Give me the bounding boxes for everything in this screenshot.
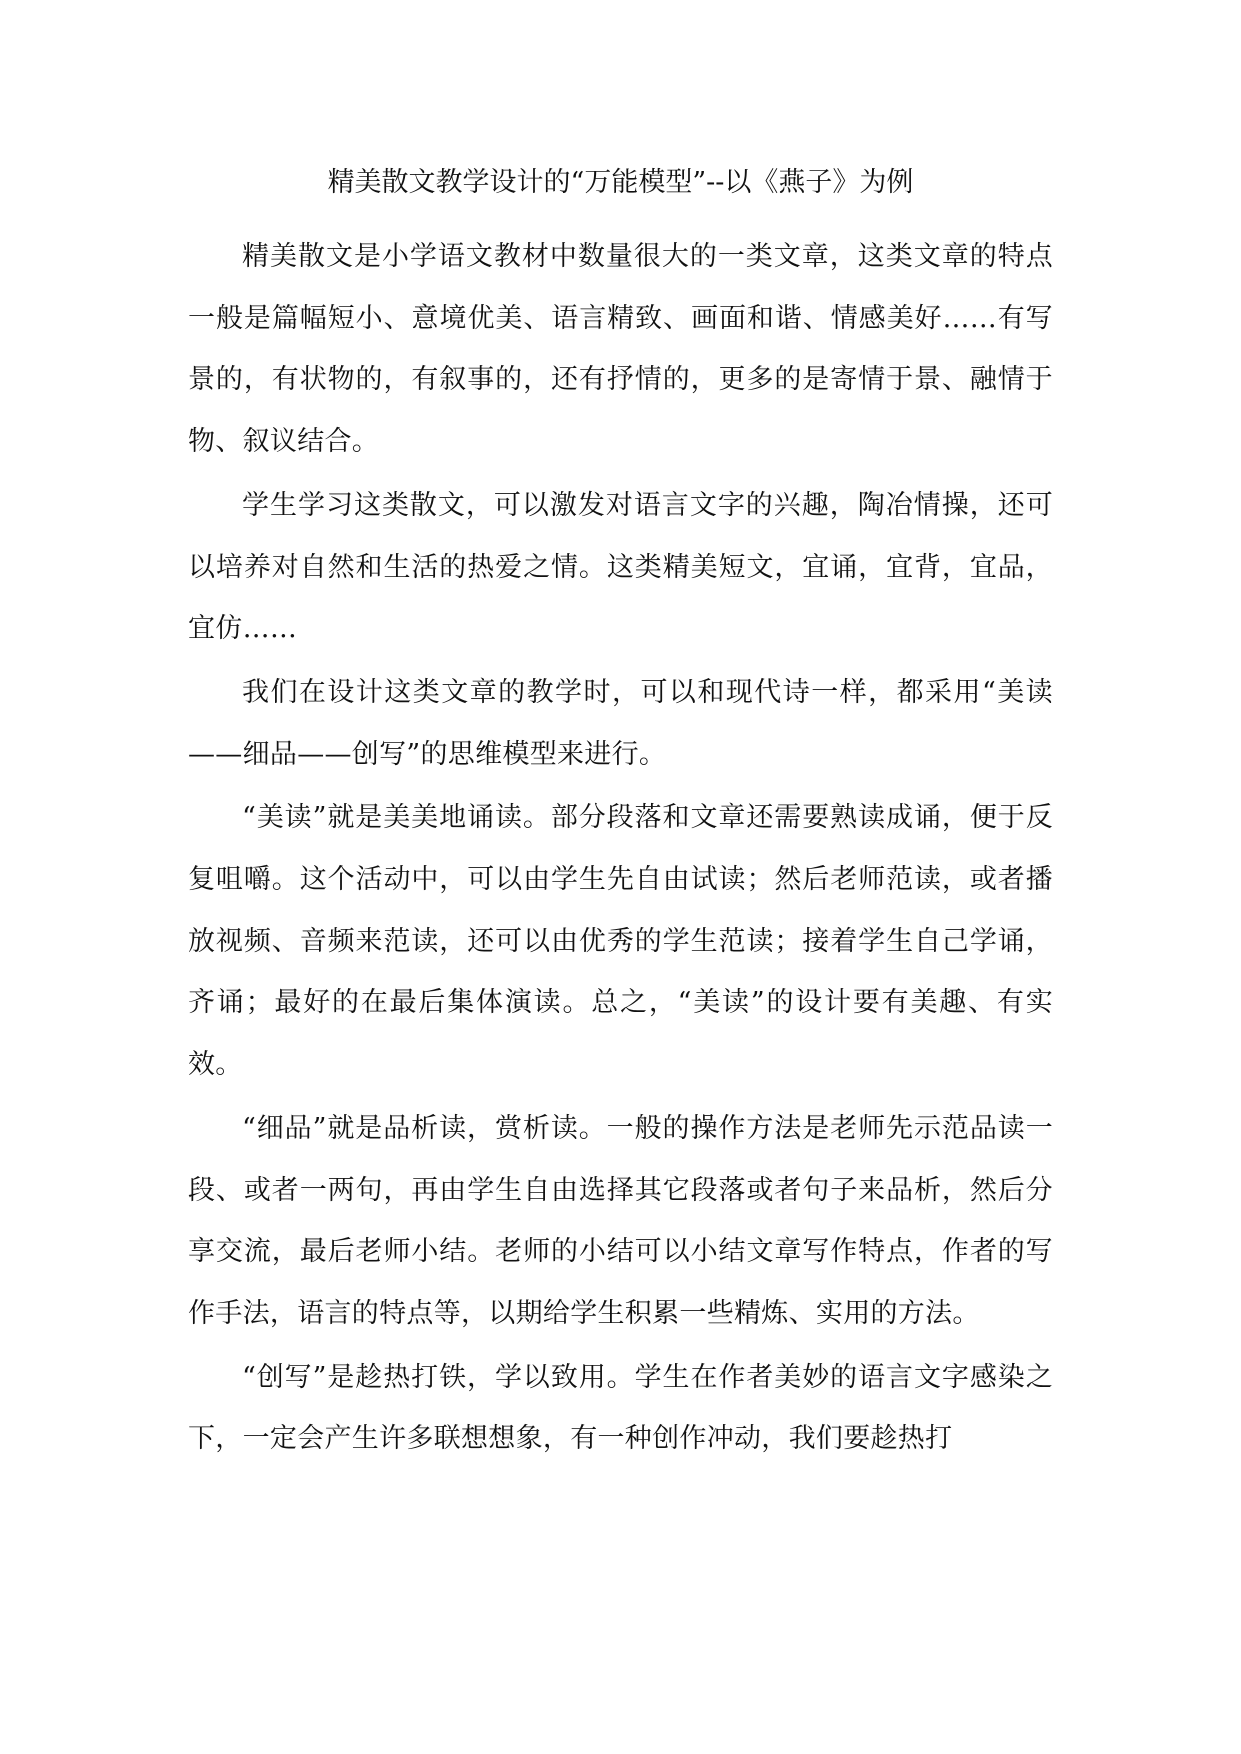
paragraph-intro: 精美散文是小学语文教材中数量很大的一类文章，这类文章的特点一般是篇幅短小、意境优美、语言精致、画面和谐、情感美好……有写景的，有状物的，有叙事的，还有抒情的，更多的是寄情于景、融情于物、叙议结合。 <box>188 241 1053 458</box>
paragraph-model: 我们在设计这类文章的教学时，可以和现代诗一样，都采用“美读——细品——创写”的思维模型来进行。 <box>188 676 1053 770</box>
paragraph-chuangxie: “创写”是趁热打铁，学以致用。学生在作者美妙的语言文字感染之下，一定会产生许多联想想象，有一种创作冲动，我们要趁热打 <box>188 1361 1053 1455</box>
document-title: 精美散文教学设计的“万能模型”--以《燕子》为例 <box>327 167 914 198</box>
paragraph-xipin: “细品”就是品析读，赏析读。一般的操作方法是老师先示范品读一段、或者一两句，再由学生自由选择其它段落或者句子来品析，然后分享交流，最后老师小结。老师的小结可以小结文章写作特点，作者的写作手法，语言的特点等，以期给学生积累一些精炼、实用的方法。 <box>188 1112 1053 1329</box>
paragraph-meidu: “美读”就是美美地诵读。部分段落和文章还需要熟读成诵，便于反复咀嚼。这个活动中，可以由学生先自由试读；然后老师范读，或者播放视频、音频来范读，还可以由优秀的学生范读；接着学生自己学诵，齐诵；最好的在最后集体演读。总之，“美读”的设计要有美趣、有实效。 <box>188 802 1053 1081</box>
document-body <box>188 226 1053 1472</box>
paragraph-benefits: 学生学习这类散文，可以激发对语言文字的兴趣，陶冶情操，还可以培养对自然和生活的热爱之情。这类精美短文，宜诵，宜背，宜品，宜仿…… <box>188 489 1053 645</box>
